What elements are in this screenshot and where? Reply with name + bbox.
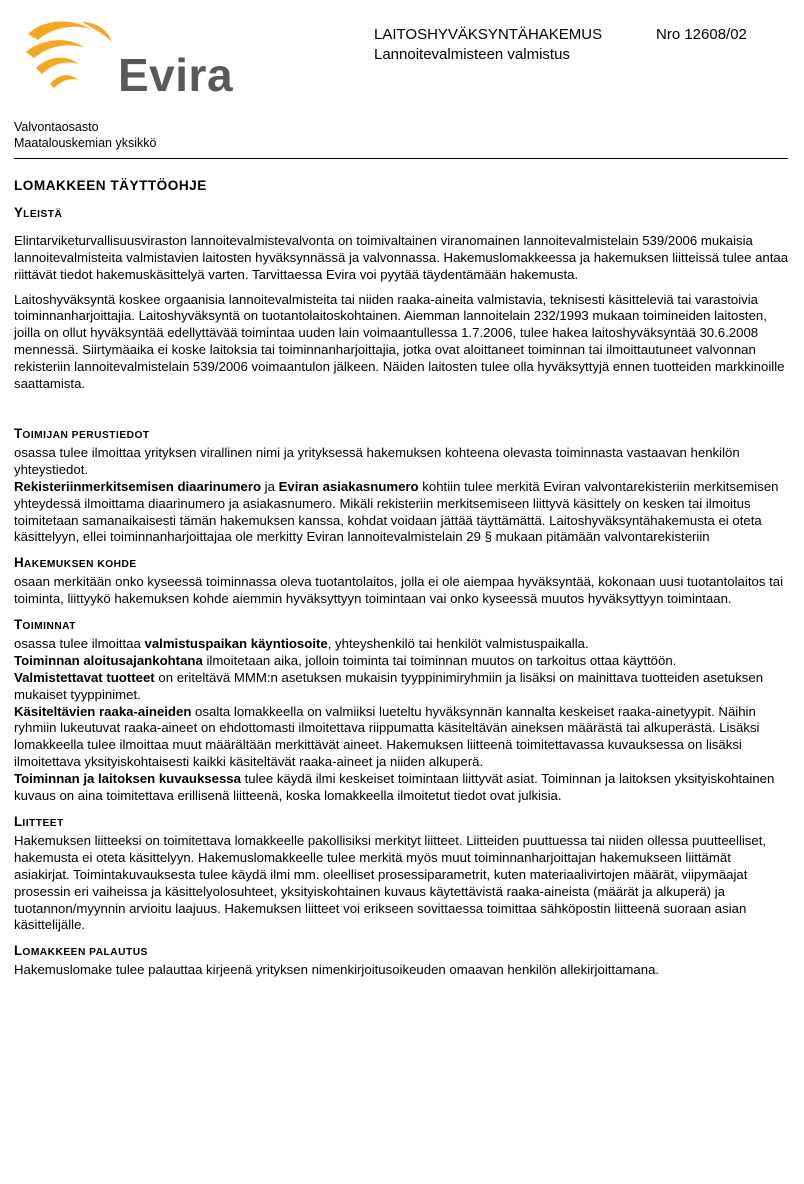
department-block — [14, 119, 156, 151]
form-title: LAITOSHYVÄKSYNTÄHAKEMUS — [374, 26, 603, 43]
evira-swoosh-icon — [22, 16, 122, 98]
section-heading-toiminnat: TOIMINNAT — [14, 617, 76, 633]
form-number: Nro 12608/02 — [656, 26, 747, 43]
yleista-paragraph-2: Laitoshyväksyntä koskee orgaanisia lannoitevalmisteita tai niiden raaka-aineita valmistavia, teknisesti käsitteleviä tai varastoivia toiminnanharjoittajia. Laitoshyväksyntä on tuotantolaitoskohtainen. Aiemman lannoitelain 232/1993 mukaan toimineiden laitosten, joilla on ollut hyväksyntää edellyttävää toimintaa uuden lain voimaantullessa 1.7.2006, tulee hakea laitoshyväksyntää 30.6.2008 mennessä. Siirtymäaika ei koske laitoksia tai toiminnanharjoittajia, jotka ovat aloittaneet toiminnan tai ilmoittautuneet valvonnan rekisteriin lannoitevalmistelain 539/2006 voimaantulon jälkeen. Näiden laitosten tulee olla hyväksyttyjä ennen tuotteiden markkinoille saattamista. — [14, 291, 785, 392]
page-title: LOMAKKEEN TÄYTTÖOHJE — [14, 178, 207, 193]
liitteet-paragraph: Hakemuksen liitteeksi on toimitettava lomakkeelle pakollisiksi merkityt liitteet. Liitteiden puuttuessa tai niiden ollessa puutteelliset, hakemusta ei oteta käsittelyyn. Hakemuslomakkeelle tulee merkitä myös muut toiminnanharjoittajan hakemukseen liittämät asiakirjat. Toimintakuvauksesta tulee käydä ilmi mm. oleelliset prosessiparametrit, kuten materiaalivirtojen määrät, viipymäajat prosessin eri vaiheissa ja käsittelyolosuhteet, yksityiskohtainen kuvaus käytettävistä raaka-aineista (määrät ja alkuperä) ja tuotannon/myynnin arvioitu laajuus. Hakemuksen liitteet voi erikseen sovittaessa toimittaa sähköpostin liitteenä suoraan asian käsittelijälle. — [14, 832, 767, 933]
section-heading-toimija: TOIMIJAN PERUSTIEDOT — [14, 425, 150, 441]
section-heading-yleista: YLEISTÄ — [14, 204, 63, 220]
evira-wordmark: Evira — [118, 49, 234, 101]
section-heading-kohde: HAKEMUKSEN KOHDE — [14, 555, 137, 571]
toiminnat-line-1: osassa tulee ilmoittaa valmistuspaikan käyntiosoite, yhteyshenkilö tai henkilöt valmistuspaikalla. — [14, 635, 589, 651]
unit-name: Maatalouskemian yksikkö — [14, 136, 157, 150]
toiminnat-line-3: Valmistettavat tuotteet on eriteltävä MMM:n asetuksen mukaisin tyyppinimiryhmiin ja lisäksi on mainittava tuotteiden asetuksen mukaiset tyyppinimet. — [14, 669, 764, 702]
toiminnat-line-2: Toiminnan aloitusajankohtana ilmoitetaan aika, jolloin toiminta tai toiminnan muutos on tarkoitus ottaa käyttöön. — [14, 652, 677, 668]
evira-logo — [22, 16, 262, 101]
toimija-paragraph-2: Rekisteriinmerkitsemisen diaarinumero ja Eviran asiakasnumero kohtiin tulee merkitä Eviran valvontarekisteriin merkitsemisen yhteydessä ilmoittama diaarinumero ja asiakasnumero. Mikäli rekisteriin merkitsemiseen liittyvä käsittely on kesken tai ilmoitus toimitetaan samanaikaisesti tämän hakemuksen kanssa, kohdat voidaan jättää täyttämättä. Laitoshyväksyntähakemusta ei oteta käsittelyyn, ellei toiminnanharjoittajaa ole merkitty Eviran lannoitevalmistelain 29 § mukaan pitämään valvontarekisteriin — [14, 478, 779, 545]
section-heading-palautus: LOMAKKEEN PALAUTUS — [14, 943, 148, 959]
toiminnat-line-5: Toiminnan ja laitoksen kuvauksessa tulee käydä ilmi keskeiset toimintaan liittyvät asiat. Toiminnan ja laitoksen yksityiskohtainen kuvaus on aina toimitettava erillisenä liitteenä, koska lomakkeella ilmoitetut tiedot ovat julkisia. — [14, 771, 775, 804]
section-heading-liitteet: LIITTEET — [14, 814, 64, 829]
instructions-body — [14, 178, 789, 979]
header-divider — [14, 158, 788, 159]
department-name: Valvontaosasto — [14, 120, 99, 134]
toiminnat-line-4: Käsiteltävien raaka-aineiden osalta lomakkeella on valmiiksi lueteltu hyväksynnän kannalta keskeiset raaka-ainetyypit. Näihin ryhmiin lukeutuvat raaka-aineet on ehdottomasti ilmoitettava riippumatta käsiteltävän aineksen määrästä tai alkuperästä. Lisäksi lomakkeella tulee ilmoittaa muut määrältään merkittävät aineet. Hakemuksen liitteenä toimitettavassa kuvauksessa on lisäksi ilmoitettava yksityiskohtaisesti kaikki käsiteltävät raaka-aineet ja niiden alkuperä. — [14, 703, 760, 770]
toimija-paragraph-1: osassa tulee ilmoittaa yrityksen virallinen nimi ja yrityksessä hakemuksen kohteena olevasta toiminnasta vastaavan henkilön yhteystiedot. — [14, 444, 740, 477]
palautus-paragraph: Hakemuslomake tulee palauttaa kirjeenä yrityksen nimenkirjoitusoikeuden omaavan henkilön allekirjoittamana. — [14, 962, 660, 978]
kohde-paragraph: osaan merkitään onko kyseessä toiminnassa oleva tuotantolaitos, jolla ei ole aiempaa hyväksyntää, kokonaan uusi tuotantolaitos tai toiminta, liittyykö hakemuksen kohde aiemmin hyväksyttyyn toimintaan vai onko kyseessä muutos hyväksyttyyn toimintaan. — [14, 574, 784, 607]
form-subtitle: Lannoitevalmisteen valmistus — [374, 46, 570, 63]
yleista-paragraph-1: Elintarviketurvallisuusviraston lannoitevalmistevalvonta on toimivaltainen viranomainen lannoitevalmistelain 539/2006 mukaisia lannoitevalmisteita valmistavien laitosten hyväksynnässä ja valvonnassa. Hakemuslomakkeessa ja hakemuksen liitteissä tulee antaa riittävät tiedot hakemuskäsittelyä varten. Tarvittaessa Evira voi pyytää täydentämään hakemusta. — [14, 232, 789, 282]
